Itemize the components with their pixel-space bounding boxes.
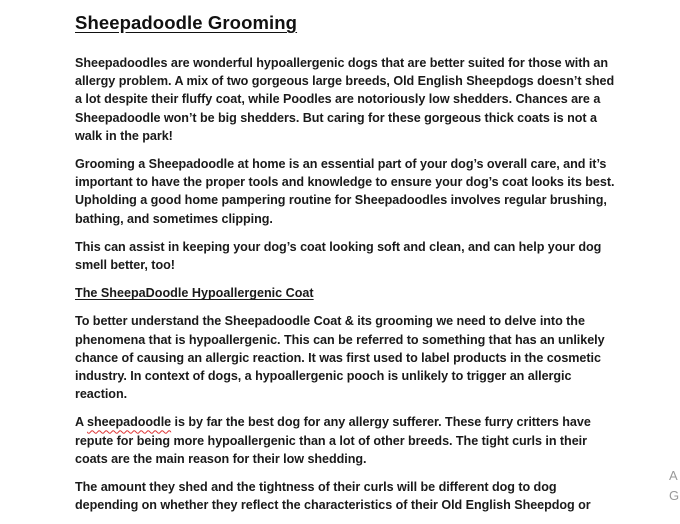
document-title: Sheepadoodle Grooming [75,12,298,33]
margin-letter-a: A [669,468,678,483]
section-heading-coat: The SheepaDoodle Hypoallergenic Coat [75,286,314,301]
paragraph-intro: Sheepadoodles are wonderful hypoallergenic dogs that are better suited for those with an allergy problem. A mix of two gorgeous large breeds, Old English Sheepdogs doesn’t shed a lot despite their fluffy coat, while Poodles are notoriously low shedders. Chances are a Sheepadoodle won’t be big shedders. But caring for these gorgeous thick coats is not a walk in the park! [75,56,615,143]
paragraph-allergy-sufferer [75,413,615,468]
paragraph-allergy-sufferer-start: A [75,415,88,430]
paragraph-shedding-amount: The amount they shed and the tightness of their curls will be different dog to dog depending on whether they reflect the characteristics of their Old English Sheepdog or [75,480,591,513]
margin-letters [669,466,680,506]
spellcheck-flagged-word[interactable]: sheepadoodle [87,415,172,430]
document-page [75,10,615,524]
margin-letter-g: G [669,488,680,503]
paragraph-grooming-at-home: Grooming a Sheepadoodle at home is an essential part of your dog’s overall care, and it’s important to have the proper tools and knowledge to ensure your dog’s coat looks its best. Upholding a good home pampering routine for Sheepadoodles involves regular brushing, bathing, and sometimes clipping. [75,157,615,226]
paragraph-allergy-sufferer-rest: is by far the best dog for any allergy sufferer. These furry critters have repute for being more hypoallergenic than a lot of other breeds. The tight curls in their coats are the main reason for their low shedding. [75,415,591,466]
paragraph-benefits: This can assist in keeping your dog’s coat looking soft and clean, and can help your dog smell better, too! [75,239,602,273]
paragraph-hypoallergenic: To better understand the Sheepadoodle Coat & its grooming we need to delve into the phenomena that is hypoallergenic. This can be referred to something that has an unlikely chance of causing an allergic reaction. It was first used to label products in the cosmetic industry. In context of dogs, a hypoallergenic pooch is unlikely to trigger an allergic reaction. [75,314,605,402]
